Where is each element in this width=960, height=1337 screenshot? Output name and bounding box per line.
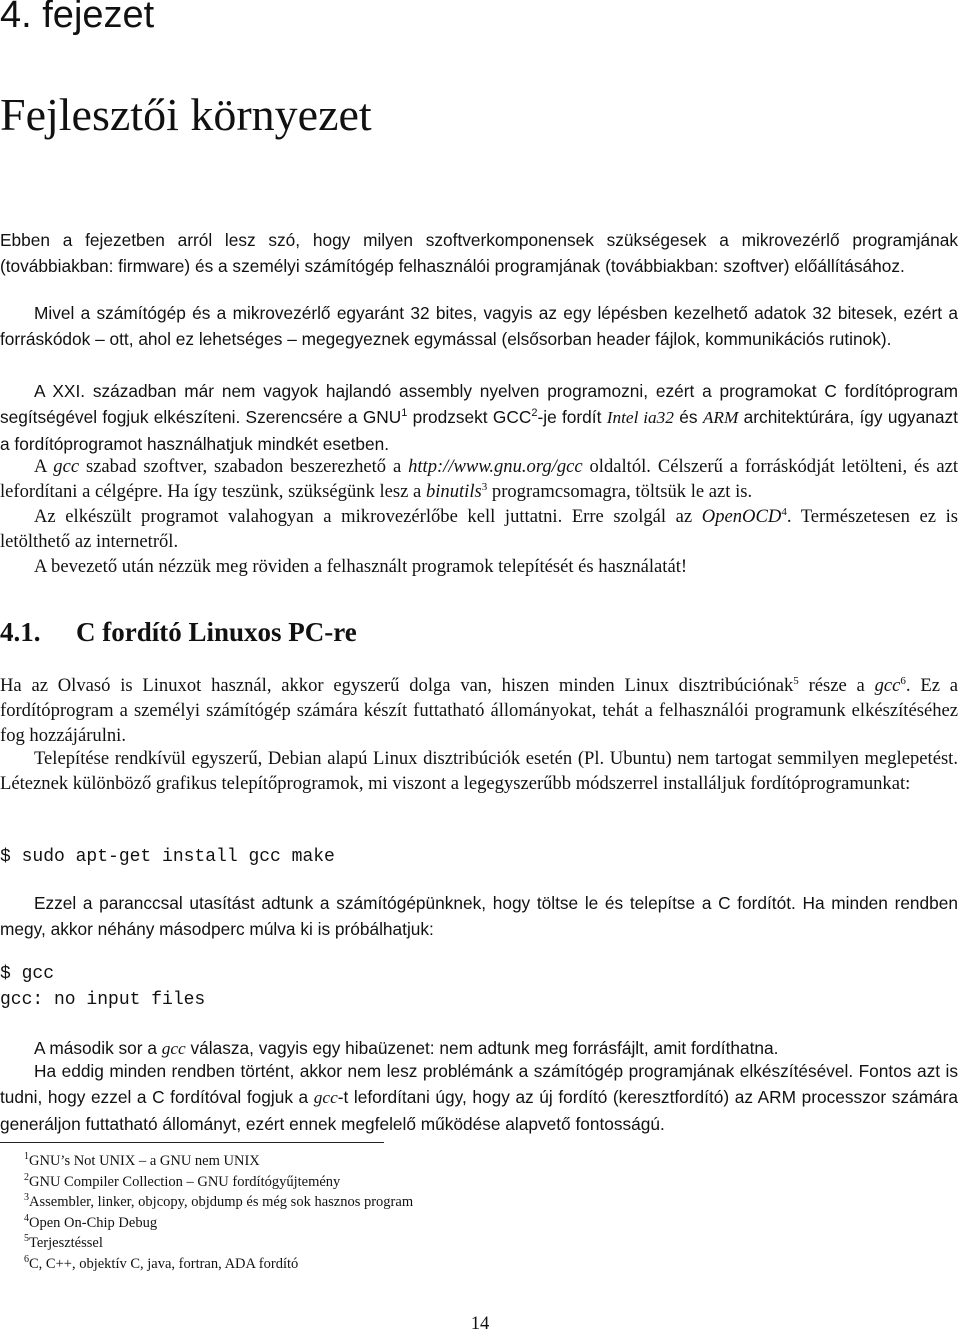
- section-paragraph-3: Ezzel a paranccsal utasítást adtunk a számítógépünknek, hogy töltse le és telepítse a C fordítót. Ha minden rendben megy, akkor néhány másodperc múlva ki is próbálhatjuk:: [0, 893, 958, 939]
- code-install-command: $ sudo apt-get install gcc make: [0, 847, 335, 867]
- footnote-ref-2[interactable]: 2: [531, 407, 538, 420]
- footnote-ref-6[interactable]: 6: [900, 674, 906, 687]
- footnote-item: $^3$Assembler, linker, objcopy, objdump és még sok hasznos program: [24, 1192, 414, 1210]
- footnote-ref-3[interactable]: 3: [481, 480, 488, 493]
- footnote-item: $^5$Terjesztéssel: [24, 1233, 103, 1251]
- code-gcc-output: gcc: no input files: [0, 990, 206, 1010]
- section-number: 4.1.: [0, 617, 41, 647]
- footnote-list: [24, 1151, 413, 1274]
- section-paragraph-1: Ha az Olvasó is Linuxot használ, akkor egyszerű dolga van, hiszen minden Linux disztribúciónak$^5$ része a gcc$^6$. Ez a fordítóprogram a személyi számítógép számára készít futtatható állományokat, tehát a felhasználói programunk elkészítéséhez fog hozzájárulni.: [0, 674, 958, 746]
- footnote-item: $^6$C, C++, objektív C, java, fortran, ADA fordító: [24, 1253, 299, 1272]
- intro-paragraph-6: A bevezető után nézzük meg röviden a felhasznált programok telepítését és használatát!: [34, 556, 688, 577]
- intro-paragraph-5: Az elkészült programot valahogyan a mikrovezérlőbe kell juttatni. Erre szolgál az OpenOCD$^4$. Természetesen ez is letölthető az internetről.: [0, 505, 958, 552]
- gcc-url-link[interactable]: http://www.gnu.org/gcc: [408, 456, 583, 477]
- footnote-item: $^1$GNU’s Not UNIX – a GNU nem UNIX: [24, 1151, 260, 1169]
- code-gcc-command: $ gcc: [0, 964, 55, 984]
- intro-paragraph-4: A gcc szabad szoftver, szabadon beszerezhető a http://www.gnu.org/gcc oldaltól. Célszerű a forráskódját letölteni, és azt lefordítani a célgépre. Ha így teszünk, szükségünk lesz a binutils$^3$ programcsomagra, töltsük le azt is.: [0, 456, 958, 502]
- footnote-item: $^2$GNU Compiler Collection – GNU fordítógyűjtemény: [24, 1171, 341, 1190]
- chapter-title: Fejlesztői környezet: [0, 89, 372, 140]
- intro-paragraph-1: Ebben a fejezetben arról lesz szó, hogy milyen szoftverkomponensek szükségesek a mikrovezérlő programjának (továbbiakban: firmware) és a személyi számítógép felhasználói programjának (továbbiakban: szoftver) előállításához.: [0, 230, 958, 276]
- chapter-label: 4. fejezet: [0, 0, 155, 36]
- footnote-ref-4[interactable]: 4: [781, 505, 787, 518]
- section-paragraph-5: Ha eddig minden rendben történt, akkor nem lesz problémánk a számítógép programjának elkészítésével. Fontos azt is tudni, hogy ezzel a C fordítóval fogjuk a gcc-t lefordítani úgy, hogy az új fordító (keresztfordító) az ARM processzor számára generáljon futtatható állományt, ezért ennek megfelelő működése alapvető fontosságú.: [0, 1061, 958, 1134]
- intro-paragraph-2: Mivel a számítógép és a mikrovezérlő egyaránt 32 bites, vagyis az egy lépésben kezelhető adatok 32 bitesek, ezért a forráskódok – ott, ahol ez lehetséges – megegyeznek egymással (elsősorban header fájlok, kommunikációs rutinok).: [0, 303, 958, 349]
- footnote-item: $^4$Open On-Chip Debug: [24, 1212, 158, 1231]
- footnote-ref-1[interactable]: 1: [401, 407, 408, 420]
- section-heading: [0, 617, 357, 648]
- footnote-divider: [0, 1142, 384, 1143]
- section-title-text: C fordító Linuxos PC-re: [76, 617, 357, 647]
- page-number: 14: [470, 1313, 490, 1334]
- footnote-ref-5[interactable]: 5: [793, 674, 799, 687]
- section-paragraph-4: A második sor a gcc válasza, vagyis egy hibaüzenet: nem adtunk meg forrásfájlt, amit fordíthatna.: [34, 1038, 779, 1058]
- section-paragraph-2: Telepítése rendkívül egyszerű, Debian alapú Linux disztribúciók esetén (Pl. Ubuntu) nem tartogat semmilyen meglepetést. Léteznek különböző grafikus telepítőprogramok, mi viszont a legegyszerűbb módszerrel installáljuk fordítóprogramunkat:: [0, 748, 958, 794]
- intro-paragraph-3: A XXI. században már nem vagyok hajlandó assembly nyelven programozni, ezért a programokat C fordítóprogram segítségével fogjuk elkészíteni. Szerencsére a GNU$^1$ prodzsekt GCC$^2$-je fordít Intel ia32 és ARM architektúrára, így ugyanazt a fordítóprogramot használhatjuk mindkét esetben.: [0, 381, 958, 454]
